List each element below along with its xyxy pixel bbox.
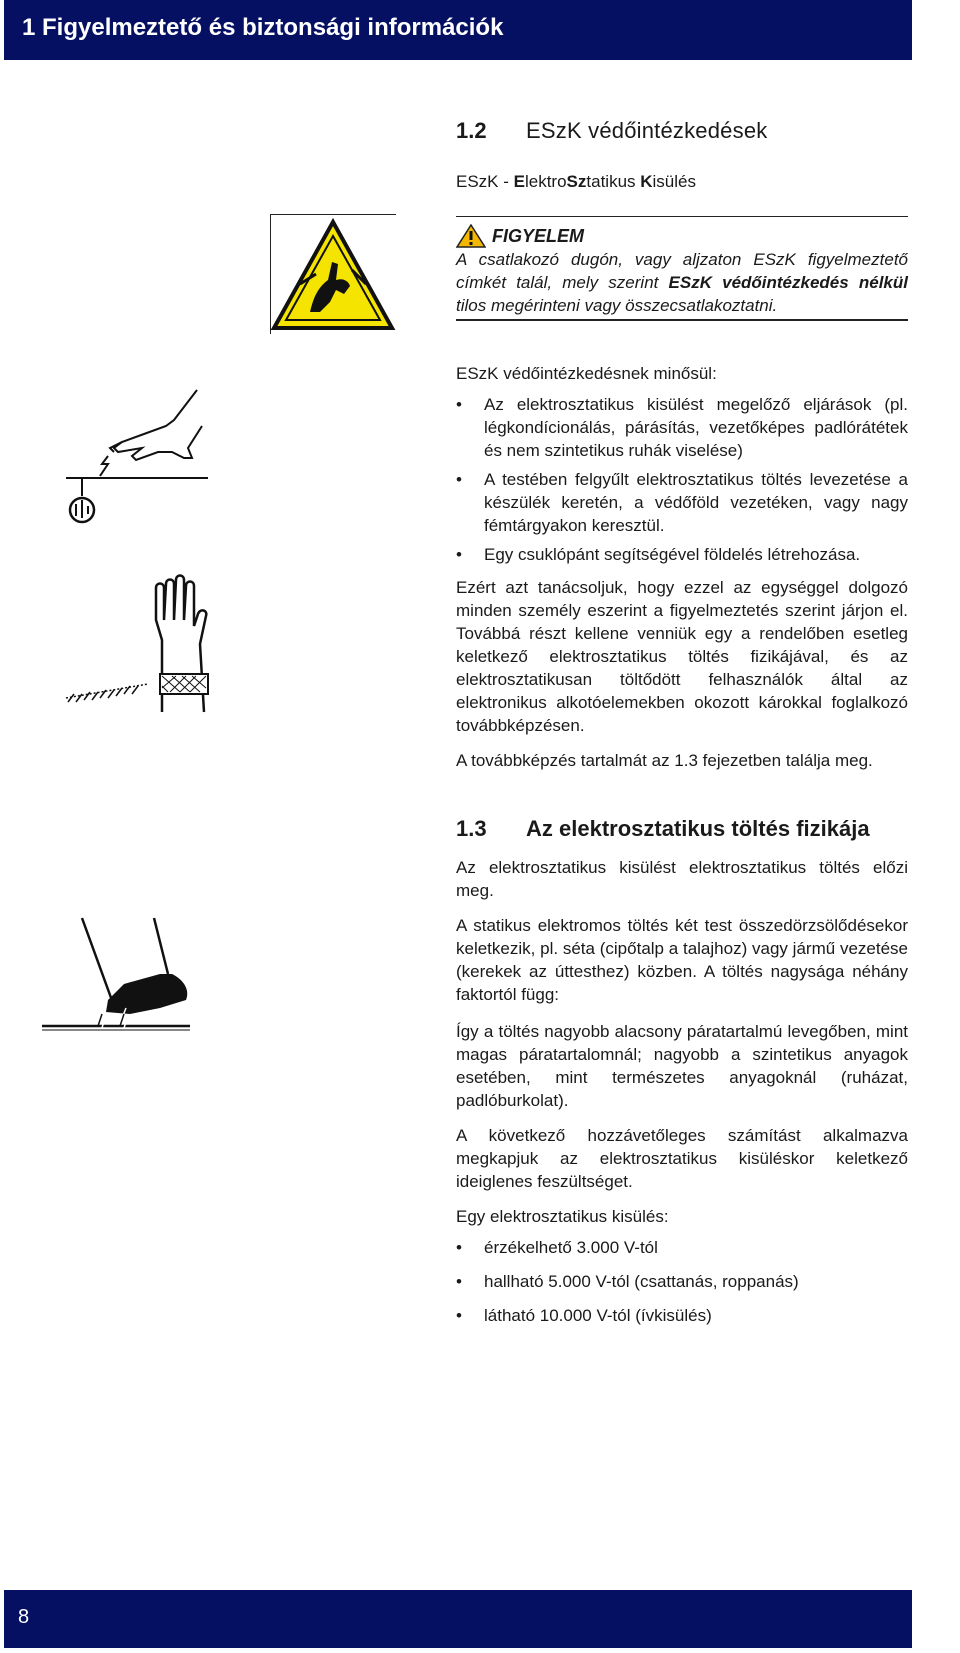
esd-definition: ESzK - ElektroSztatikus Kisülés <box>456 172 696 191</box>
warning-title: FIGYELEM <box>492 225 585 246</box>
list-item: • látható 10.000 V-tól (ívkisülés) <box>456 1304 908 1327</box>
physics-block <box>456 856 908 1333</box>
discharge-intro: Egy elektrosztatikus kisülés: <box>456 1207 669 1226</box>
training-paragraph: A továbbképzés tartalmát az 1.3 fejezetben találja meg. <box>456 751 873 770</box>
list-item: • A testében felgyűlt elektrosztatikus töltés levezetése a készülék keretén, a védőföld vezetéken, vagy nagy fémtárgyakon keresztül. <box>456 468 908 537</box>
physics-p2: A statikus elektromos töltés két test összedörzsölődésekor keletkezik, pl. séta (cipőtalp a talajhoz) vagy jármű vezetése (kerekek az úttesthez) közben. A töltés nagysága néhány faktortól függ: <box>456 916 908 1004</box>
warning-triangle-icon <box>456 224 486 248</box>
header-bar <box>4 0 912 60</box>
physics-p4: A következő hozzávetőleges számítást alkalmazva megkapjuk az elektrosztatikus kisüléskor keletkező ideiglenes feszültséget. <box>456 1126 908 1191</box>
shoe-friction-icon <box>40 914 192 1038</box>
section-1-3-heading <box>456 816 870 842</box>
page-number: 8 <box>18 1606 30 1628</box>
qualifies-list <box>456 393 908 566</box>
section-title: ESzK védőintézkedések <box>526 118 768 143</box>
physics-p3: Így a töltés nagyobb alacsony páratartalmú levegőben, mint magas páratartalomnál; nagyobb a szintetikus anyagok esetében, mint természetes anyagoknál (ruházat, padlóburkolat). <box>456 1022 908 1110</box>
esd-symbol-icon <box>270 214 396 334</box>
footer-bar <box>4 1590 912 1648</box>
physics-p1: Az elektrosztatikus kisülést elektrosztatikus töltés előzi meg. <box>456 858 908 900</box>
header-title: 1 Figyelmeztető és biztonsági információk <box>22 14 504 41</box>
list-item: • Egy csuklópánt segítségével földelés létrehozása. <box>456 543 908 566</box>
wrist-strap-icon <box>64 574 224 720</box>
list-item: • Az elektrosztatikus kisülést megelőző eljárások (pl. légkondícionálás, párásítás, vezetőképes padlórátétek és nem szintetikus ruhák viselése) <box>456 393 908 462</box>
advice-paragraph: Ezért azt tanácsoljuk, hogy ezzel az egységgel dolgozó minden személy eszerint a figyelmeztetés szerint járjon el. Továbbá részt kellene venniük egy a rendelőben esetleg keletkező elektrosztatikus töltés fizikájával, és az elektrosztatikusan töltődött felhasználók által az elektronikus alkotóelemekben okozott károkkal foglalkozó továbbképzésen. <box>456 578 908 735</box>
section-title: Az elektrosztatikus töltés fizikája <box>526 816 870 841</box>
warning-text: A csatlakozó dugón, vagy aljzaton ESzK figyelmeztető címkét talál, mely szerint ESzK védőintézkedés nélkül tilos megérinteni vagy összecsatlakoztatni. <box>456 250 908 315</box>
hand-grounding-icon <box>62 386 212 526</box>
warning-title-row <box>456 224 908 248</box>
section-1-2-heading <box>456 118 767 144</box>
list-item: • érzékelhető 3.000 V-tól <box>456 1236 908 1259</box>
list-item: • hallható 5.000 V-tól (csattanás, roppanás) <box>456 1270 908 1293</box>
discharge-list <box>456 1236 908 1327</box>
warning-box <box>456 216 908 321</box>
qualifies-intro: ESzK védőintézkedésnek minősül: <box>456 364 717 383</box>
section-number: 1.2 <box>456 118 487 143</box>
section-number: 1.3 <box>456 816 487 841</box>
qualifies-block <box>456 362 908 772</box>
